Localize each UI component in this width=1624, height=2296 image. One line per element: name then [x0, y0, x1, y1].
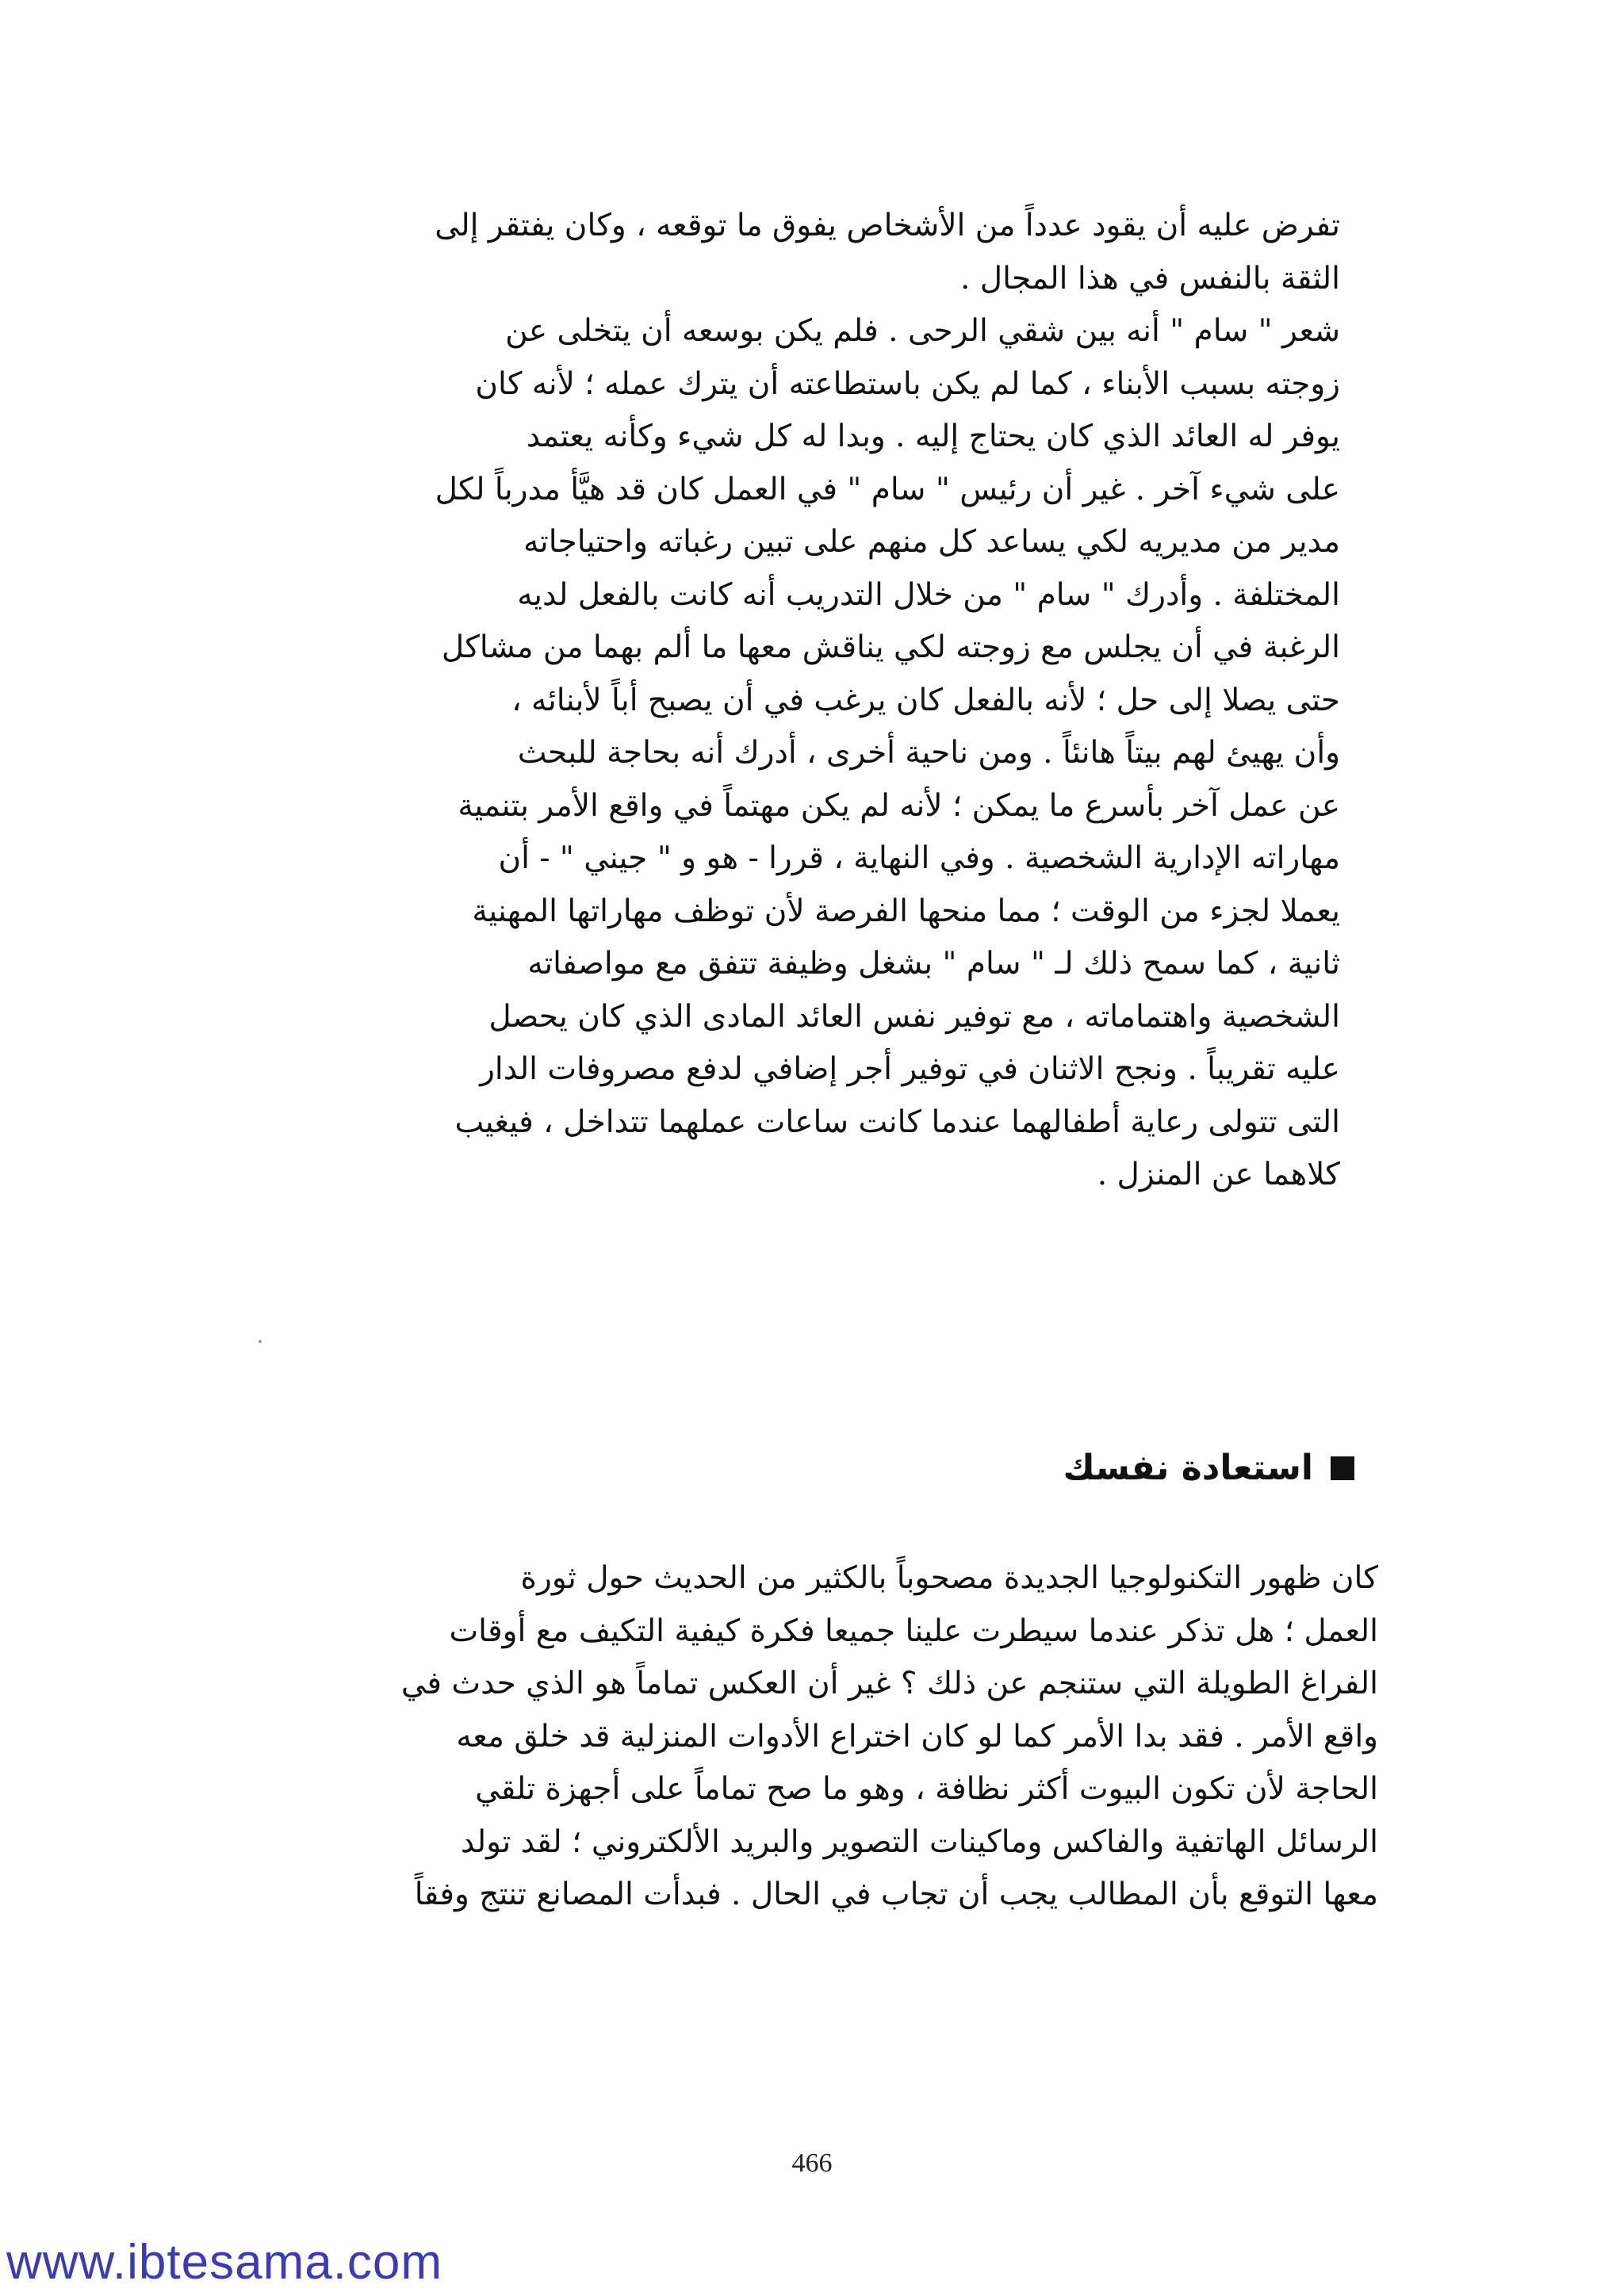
text-line: تفرض عليه أن يقود عدداً من الأشخاص يفوق ما توقعه ، وكان يفتقر إلى [435, 208, 1340, 243]
text-line: الرغبة في أن يجلس مع زوجته لكي يناقش معها ما ألم بهما من مشاكل [441, 629, 1340, 665]
scan-speck [259, 1340, 262, 1343]
text-line: وأن يهيئ لهم بيتاً هانئاً . ومن ناحية أخرى ، أدرك أنه بحاجة للبحث [517, 735, 1340, 771]
text-line: الشخصية واهتماماته ، مع توفير نفس العائد المادى الذي كان يحصل [488, 998, 1340, 1035]
text-line: على شيء آخر . غير أن رئيس " سام " في العمل كان قد هيَّأ مدرباً لكل [435, 471, 1340, 507]
text-line: مهاراته الإدارية الشخصية . وفي النهاية ، قررا - هو و " جيني " - أن [498, 840, 1340, 876]
text-line: كلاهما عن المنزل . [1097, 1157, 1340, 1192]
paragraph-technology [274, 1552, 1378, 1922]
text-line: الثقة بالنفس في هذا المجال . [959, 260, 1340, 297]
section-heading-text: استعادة نفسك [1063, 1448, 1313, 1488]
watermark-url: www.ibtesama.com [6, 2235, 443, 2290]
text-line: شعر " سام " أنه بين شقي الرحى . فلم يكن بوسعه أن يتخلى عن [505, 313, 1340, 349]
text-line: زوجته بسبب الأبناء ، كما لم يكن باستطاعته أن يترك عمله ؛ لأنه كان [475, 365, 1340, 402]
text-line: كان ظهور التكنولوجيا الجديدة مصحوباً بالكثير من الحديث حول ثورة [520, 1560, 1378, 1596]
text-line: حتى يصلا إلى حل ؛ لأنه بالفعل كان يرغب في أن يصبح أباً لأبنائه ، [511, 682, 1340, 718]
paragraph-sam-story [333, 200, 1340, 1202]
text-line: يعملا لجزء من الوقت ؛ مما منحها الفرصة لأن توظف مهاراتها المهنية [472, 893, 1340, 929]
text-line: ثانية ، كما سمح ذلك لـ " سام " بشغل وظيفة تتفق مع مواصفاته [527, 946, 1340, 982]
text-line: عن عمل آخر بأسرع ما يمكن ؛ لأنه لم يكن مهتماً في واقع الأمر بتنمية [458, 787, 1340, 824]
text-line: الحاجة لأن تكون البيوت أكثر نظافة ، وهو ما صح تماماً على أجهزة تلقي [475, 1771, 1378, 1807]
text-line: واقع الأمر . فقد بدا الأمر كما لو كان اختراع الأدوات المنزلية قد خلق معه [456, 1718, 1378, 1755]
text-line: الرسائل الهاتفية والفاكس وماكينات التصوير والبريد الألكتروني ؛ لقد تولد [460, 1823, 1378, 1860]
text-line: التى تتولى رعاية أطفالهما عندما كانت ساعات عملهما تتداخل ، فيغيب [454, 1104, 1340, 1140]
page-number: 466 [791, 2149, 833, 2178]
text-line: العمل ؛ هل تذكر عندما سيطرت علينا جميعا فكرة كيفية التكيف مع أوقات [449, 1613, 1378, 1649]
text-line: مدير من مديريه لكي يساعد كل منهم على تبين رغباته واحتياجاته [523, 524, 1340, 560]
section-heading [1063, 1445, 1354, 1492]
text-line: يوفر له العائد الذي كان يحتاج إليه . وبدا له كل شيء وكأنه يعتمد [526, 419, 1340, 454]
text-line: الفراغ الطويلة التي ستنجم عن ذلك ؟ غير أن العكس تماماً هو الذي حدث في [400, 1666, 1378, 1701]
bullet-square-icon [1331, 1456, 1354, 1480]
text-line: معها التوقع بأن المطالب يجب أن تجاب في الحال . فبدأت المصانع تنتج وفقاً [414, 1877, 1378, 1912]
text-line: المختلفة . وأدرك " سام " من خلال التدريب أنه كانت بالفعل لديه [517, 576, 1340, 613]
text-line: عليه تقريباً . ونجح الاثنان في توفير أجر إضافي لدفع مصروفات الدار [480, 1051, 1340, 1087]
